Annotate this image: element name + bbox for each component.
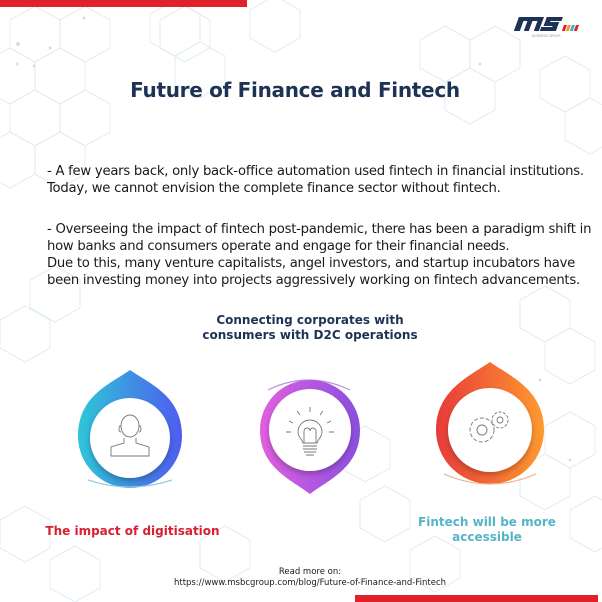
feature-label-digitisation: The impact of digitisation	[45, 524, 220, 538]
feature-drop-digitisation	[60, 362, 200, 502]
bottom-accent-bar	[355, 595, 598, 602]
read-more-url[interactable]: https://www.msbcgroup.com/blog/Future-of-Finance-and-Fintech	[173, 578, 447, 588]
feature-label-d2c: Connecting corporates with consumers with D2C operations	[202, 313, 418, 342]
feature-drop-accessible	[420, 356, 560, 496]
read-more-label: Read more on:	[278, 567, 342, 577]
paragraph-2	[47, 221, 602, 289]
read-more-footer	[150, 567, 470, 589]
paragraph-2-line-1: - Overseeing the impact of fintech post-pandemic, there has been a paradigm shift in how banks and consumers operate and engage for their financial needs.	[47, 222, 592, 254]
top-accent-bar	[0, 0, 247, 7]
logo-subtext: BUSINESS GROUP	[532, 34, 561, 38]
feature-drop-d2c	[242, 368, 382, 503]
feature-label-accessible: Fintech will be more accessible	[418, 515, 556, 544]
page-title: Future of Finance and Fintech	[130, 78, 460, 102]
paragraph-1: - A few years back, only back-office automation used fintech in financial institutions. Today, we cannot envision the complete finance sector without fintech.	[47, 164, 584, 196]
paragraph-2-line-2: Due to this, many venture capitalists, angel investors, and startup incubators have been investing money into projects aggressively working on fintech advancements.	[47, 256, 580, 288]
msbc-logo	[512, 14, 592, 40]
